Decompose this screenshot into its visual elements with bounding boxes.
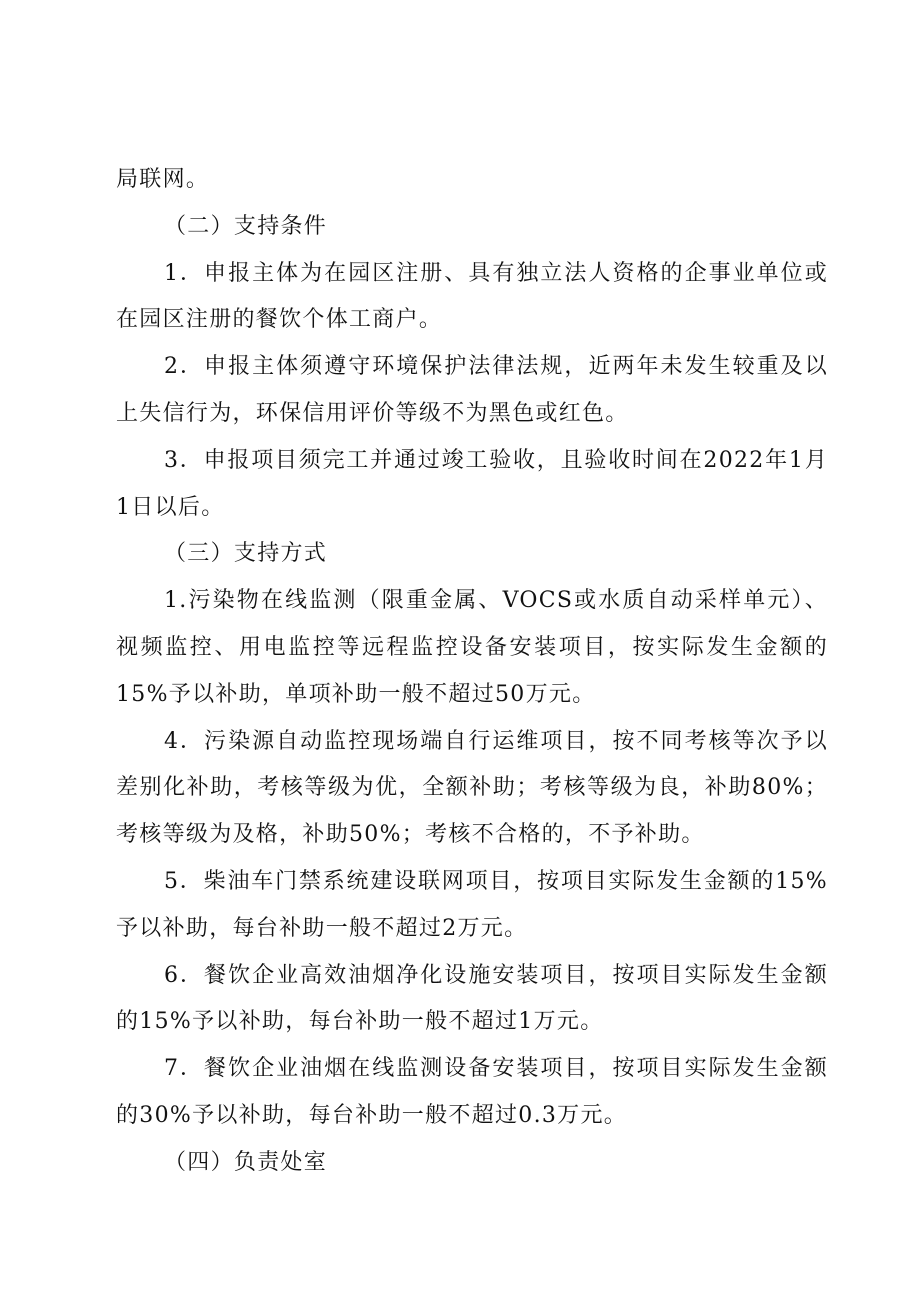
section-heading-support-methods: （三）支持方式: [164, 541, 328, 567]
method-item-5: 5．柴油车门禁系统建设联网项目，按项目实际发生金额的15%予以补助，每台补助一般不超过2万元。: [116, 868, 828, 941]
condition-item-3: 3．申报项目须完工并通过竣工验收，且验收时间在2022年1月1日以后。: [116, 447, 828, 520]
section-heading-support-conditions: （二）支持条件: [164, 213, 328, 239]
condition-item-2: 2．申报主体须遵守环境保护法律法规，近两年未发生较重及以上失信行为，环保信用评价等级不为黑色或红色。: [116, 354, 828, 426]
document-body: [116, 157, 828, 1187]
condition-item-1: 1．申报主体为在园区注册、具有独立法人资格的企事业单位或在园区注册的餐饮个体工商户。: [116, 260, 828, 333]
continuation-paragraph: 局联网。: [116, 167, 210, 192]
method-item-7: 7．餐饮企业油烟在线监测设备安装项目，按项目实际发生金额的30%予以补助，每台补助一般不超过0.3万元。: [116, 1056, 828, 1128]
section-heading-responsible-office: （四）负责处室: [164, 1149, 328, 1175]
method-item-6: 6．餐饮企业高效油烟净化设施安装项目，按项目实际发生金额的15%予以补助，每台补助一般不超过1万元。: [116, 962, 828, 1035]
method-item-4: 4．污染源自动监控现场端自行运维项目，按不同考核等次予以差别化补助，考核等级为优，全额补助；考核等级为良，补助80%；考核等级为及格，补助50%；考核不合格的，不予补助。: [116, 728, 828, 848]
method-item-1: 1.污染物在线监测（限重金属、VOCS或水质自动采样单元）、视频监控、用电监控等远程监控设备安装项目，按实际发生金额的15%予以补助，单项补助一般不超过50万元。: [116, 588, 828, 707]
